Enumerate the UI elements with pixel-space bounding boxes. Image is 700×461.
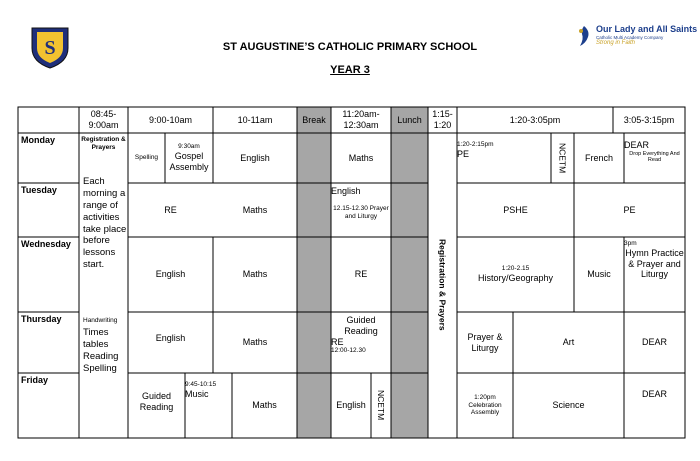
page-title: ST AUGUSTINE’S CATHOLIC PRIMARY SCHOOL (222, 41, 478, 53)
col-0900: 9:00-10am (148, 114, 193, 125)
trust-motto: Strong in Faith (596, 40, 636, 46)
wed-hymn-time: 3pm (624, 240, 637, 247)
fri-maths: Maths (252, 400, 277, 411)
mon-english: English (240, 152, 270, 163)
tue-english: English (331, 186, 361, 196)
wed-maths: Maths (242, 269, 268, 280)
wed-hist: History/Geography (477, 273, 554, 283)
col-break: Break (302, 114, 326, 125)
wed-music: Music (587, 269, 611, 280)
fri-celebration: Celebration Assembly (468, 401, 502, 417)
fri-celebration-time: 1:20pm (474, 393, 496, 401)
thu-prayer: Prayer & Liturgy (467, 331, 503, 353)
fri-ncetm: NCETM (376, 390, 387, 421)
day-friday: Friday (21, 375, 49, 385)
mon-maths: Maths (348, 152, 374, 163)
mon-gospel: Gospel Assembly (169, 151, 209, 172)
col-1011: 10-11am (237, 114, 273, 125)
wed-re: RE (354, 269, 368, 280)
tue-pe: PE (623, 204, 636, 215)
col-1120: 11:20am-12:30am (342, 109, 380, 130)
mon-french: French (584, 152, 613, 163)
col-0120: 1:20-3:05pm (509, 114, 561, 125)
wed-hist-time: 1:20-2.15 (501, 265, 530, 273)
fri-celebration-cell (457, 373, 513, 438)
mon-dear-cell (624, 137, 685, 181)
thu-re-time: 12:00-12.30 (331, 347, 366, 355)
fri-guided: Guided Reading (139, 391, 174, 412)
morning-activities-note: Each morning a range of activities take place before lessons start. (83, 176, 127, 271)
morning-registration: Registration & Prayers (81, 136, 126, 151)
mon-spelling: Spelling (134, 154, 159, 162)
mon-dear: DEAR (624, 140, 650, 150)
col-0845: 08:45-9:00am (88, 109, 119, 130)
mon-pe-time: 1:20-2:15pm (457, 141, 494, 148)
mon-pe-cell (457, 138, 551, 178)
tue-prayer-note: 12.15-12.30 Prayer and Liturgy (333, 204, 389, 220)
thu-art: Art (562, 337, 575, 348)
wed-hymn-cell (624, 237, 685, 312)
col-0305: 3:05-3:15pm (623, 114, 675, 125)
crest-letter: S (44, 37, 56, 59)
tue-re: RE (164, 204, 177, 215)
fri-english: English (336, 400, 366, 411)
thu-guided: Guided Reading (344, 315, 378, 336)
day-tuesday: Tuesday (21, 185, 57, 195)
thu-guided-cell (331, 312, 391, 373)
day-thursday: Thursday (21, 314, 62, 324)
mon-gospel-time: 9:30am (178, 143, 200, 151)
morning-handwriting: Handwriting (83, 317, 118, 325)
thu-dear: DEAR (641, 337, 667, 348)
thu-english: English (155, 332, 186, 343)
wed-english: English (155, 269, 186, 280)
col-lunch: Lunch (397, 114, 422, 125)
fri-dear: DEAR (641, 389, 667, 399)
wed-hist-cell (457, 237, 574, 312)
tue-pshe: PSHE (503, 204, 528, 215)
afternoon-registration: Registration & Prayers (437, 239, 448, 331)
day-wednesday: Wednesday (21, 239, 71, 249)
mon-pe: PE (457, 148, 470, 159)
thu-re: RE (331, 336, 344, 347)
tue-maths: Maths (242, 204, 268, 215)
day-monday: Monday (21, 135, 56, 145)
fri-music-time: 9:45-10:15 (185, 381, 217, 388)
mon-dear-note: Drop Everything And Read (629, 150, 680, 164)
fri-music-cell (185, 378, 232, 418)
col-0115: 1:15-1:20 (432, 109, 453, 130)
thu-maths: Maths (242, 337, 268, 348)
mon-ncetm: NCETM (557, 142, 568, 174)
trust-name: Our Lady and All Saints (596, 24, 698, 34)
mon-gospel-cell (165, 133, 213, 183)
page-subtitle: YEAR 3 (330, 64, 370, 76)
morning-extra-activities: Times tables Reading Spelling (83, 327, 119, 374)
fri-music: Music (185, 388, 209, 399)
wed-hymn: Hymn Practice & Prayer and Liturgy (625, 247, 684, 280)
trust-company: Catholic Multi Academy Company (596, 35, 664, 40)
fri-science: Science (552, 400, 585, 411)
tue-english-cell (331, 183, 391, 237)
